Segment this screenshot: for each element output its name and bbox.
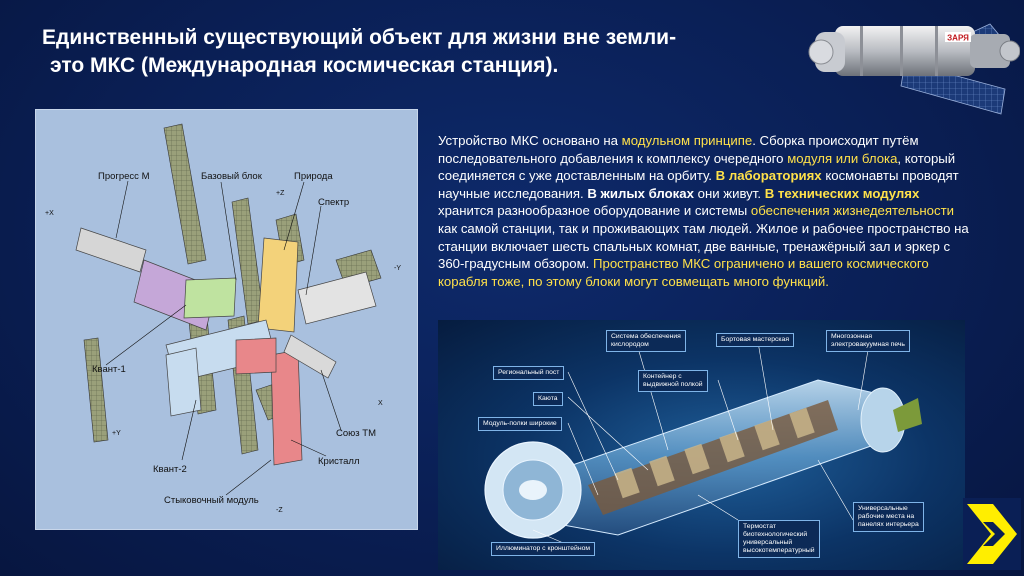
body-paragraph: [438, 132, 970, 290]
label-kvant1: Квант-1: [92, 364, 126, 375]
axis-minus-z: -Z: [276, 507, 283, 514]
axis-x: X: [378, 400, 383, 407]
callout-furnace: Многозонная электровакуумная печь: [826, 330, 910, 352]
axis-plus-z: +Z: [276, 190, 285, 197]
text-segment: , который соединяется с уже доставленным на орбиту.: [438, 150, 956, 184]
slide-title: [42, 24, 782, 80]
module-cutaway-image: [438, 320, 965, 570]
label-progress: Прогресс М: [98, 171, 150, 182]
callout-regional-post: Региональный пост: [493, 366, 564, 380]
highlight-life-support: обеспечения жизнедеятельности: [750, 203, 954, 219]
text-segment: как самой станции, так и проживающих там людей. Жилое и рабочее пространство на станции включает шесть спальных комнат, две ванные, тренажёрный зал и эркер с 360-градусным обзором.: [438, 220, 969, 272]
axis-plus-y: +Y: [112, 430, 121, 437]
label-kristall: Кристалл: [318, 456, 360, 467]
zarya-label: ЗАРЯ: [947, 33, 969, 43]
text-segment: . Сборка происходит путём последовательного добавления к комплексу очередного: [438, 133, 919, 166]
highlight-space-limited: Пространство МКС ограничено и вашего космического корабля тоже, по этому блоки могут совмещать много функций.: [438, 256, 929, 289]
text-segment: космонавты проводят научные исследования.: [438, 168, 959, 201]
bold-living-blocks: В жилых блоках: [587, 185, 694, 201]
label-kvant2: Квант-2: [153, 464, 187, 475]
label-base-block: Базовый блок: [201, 171, 262, 182]
callout-workplaces: Универсальные рабочие места на панелях интерьера: [853, 502, 924, 532]
text-segment: Устройство МКС основано на: [438, 133, 622, 148]
callout-wide-shelves: Модуль-полки широкие: [478, 417, 562, 431]
callout-oxygen-system: Система обеспечения кислородом: [606, 330, 686, 352]
label-spektr: Спектр: [318, 197, 350, 208]
callout-cabin: Каюта: [533, 392, 563, 406]
label-priroda: Природа: [294, 171, 333, 182]
mir-station-diagram: [35, 109, 418, 530]
cutaway-drawing: [438, 320, 965, 570]
title-line-1: Единственный существующий объект для жизни вне земли-: [42, 26, 677, 49]
zarya-module-image: [805, 4, 1020, 116]
callout-workshop: Бортовая мастерская: [716, 333, 794, 347]
callout-container: Контейнер с выдвижной полкой: [638, 370, 708, 392]
callout-porthole: Иллюминатор с кронштейном: [491, 542, 595, 556]
next-slide-arrow-icon[interactable]: [963, 498, 1021, 570]
highlight-technical-modules: В технических модулях: [764, 185, 920, 201]
title-line-2: это МКС (Международная космическая станция).: [50, 54, 559, 77]
axis-plus-x: +X: [45, 210, 54, 217]
text-segment: хранится разнообразное оборудование и системы: [438, 203, 751, 219]
highlight-laboratories: В лабораториях: [715, 168, 822, 184]
callout-thermostat: Термостат биотехнологический универсальный высокотемпературный: [738, 520, 820, 558]
axis-minus-y: -Y: [394, 265, 401, 272]
label-docking-module: Стыковочный модуль: [164, 495, 259, 506]
text-segment: они живут.: [693, 185, 765, 201]
highlight-modular-principle: модульном принципе: [621, 133, 753, 148]
highlight-module-or-block: модуля или блока: [787, 150, 898, 166]
label-soyuz: Союз ТМ: [336, 428, 376, 439]
